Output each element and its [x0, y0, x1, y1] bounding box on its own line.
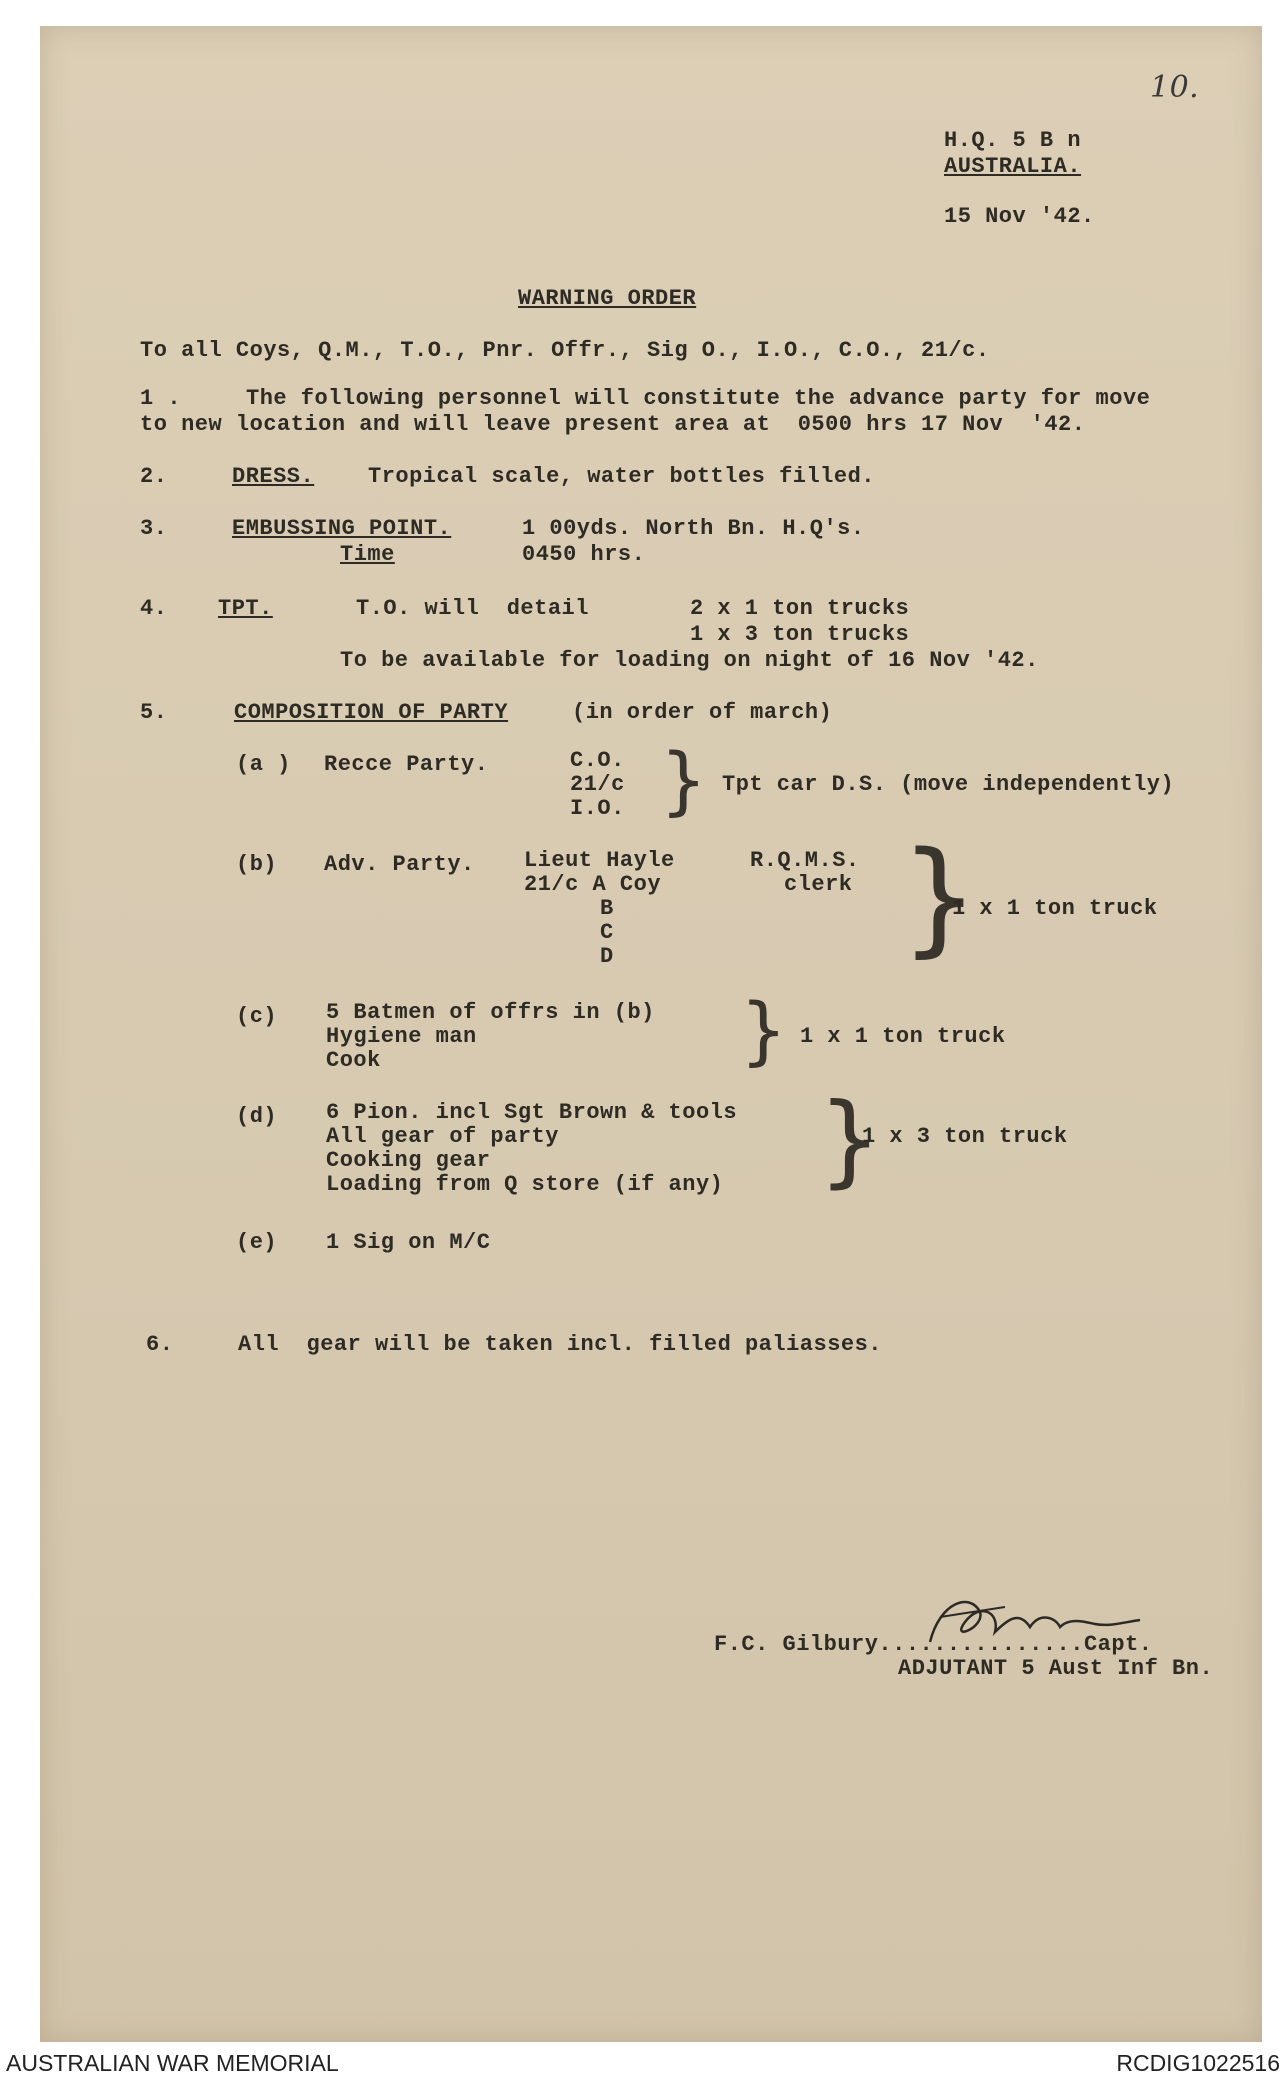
party-e-text: 1 Sig on M/C	[326, 1230, 491, 1255]
para-2-heading: DRESS.	[232, 464, 315, 489]
party-b-transport: 1 x 1 ton truck	[952, 896, 1158, 921]
party-a-brace: }	[660, 738, 708, 824]
para-1-line2: to new location and will leave present area at 0500 hrs 17 Nov '42.	[140, 412, 1086, 437]
party-a-transport: Tpt car D.S. (move independently)	[722, 772, 1175, 797]
para-5-heading: COMPOSITION OF PARTY	[234, 700, 509, 725]
party-c-transport: 1 x 1 ton truck	[800, 1024, 1006, 1049]
para-4-trucks-2: 1 x 3 ton trucks	[690, 622, 910, 647]
para-1-number: 1 .	[140, 386, 182, 411]
party-a-member-3: I.O.	[570, 796, 625, 821]
party-b-member-3: B	[600, 896, 614, 921]
party-e-label: (e)	[236, 1230, 278, 1255]
para-2-text: Tropical scale, water bottles filled.	[368, 464, 875, 489]
para-3-subheading: Time	[340, 542, 395, 567]
signature-title: ADJUTANT 5 Aust Inf Bn.	[898, 1656, 1214, 1681]
party-d-member-4: Loading from Q store (if any)	[326, 1172, 724, 1197]
party-b-member-5: D	[600, 944, 614, 969]
signature-line: F.C. Gilbury...............Capt.	[714, 1632, 1153, 1657]
party-d-label: (d)	[236, 1104, 278, 1129]
page-title: WARNING ORDER	[518, 286, 697, 311]
header-location: AUSTRALIA.	[944, 154, 1082, 179]
document-page	[40, 26, 1262, 2042]
distribution-line: To all Coys, Q.M., T.O., Pnr. Offr., Sig O., I.O., C.O., 21/c.	[140, 338, 990, 363]
para-6-number: 6.	[146, 1332, 174, 1357]
party-b-name: Adv. Party.	[324, 852, 475, 877]
party-b-member-4: C	[600, 920, 614, 945]
party-a-label: (a )	[236, 752, 291, 777]
party-a-member-1: C.O.	[570, 748, 625, 773]
party-b-member-1: Lieut Hayle	[524, 848, 675, 873]
party-c-member-2: Hygiene man	[326, 1024, 477, 1049]
para-3-number: 3.	[140, 516, 168, 541]
para-4-line2: To be available for loading on night of 16 Nov '42.	[340, 648, 1039, 673]
para-4-heading: TPT.	[218, 596, 273, 621]
party-b-clerk: clerk	[784, 872, 853, 897]
party-d-member-1: 6 Pion. incl Sgt Brown & tools	[326, 1100, 738, 1125]
party-d-transport: 1 x 3 ton truck	[862, 1124, 1068, 1149]
party-c-label: (c)	[236, 1004, 278, 1029]
para-3-heading: EMBUSSING POINT.	[232, 516, 452, 541]
party-b-label: (b)	[236, 852, 278, 877]
footer-source: AUSTRALIAN WAR MEMORIAL	[6, 2050, 339, 2076]
party-d-member-2: All gear of party	[326, 1124, 559, 1149]
party-b-rqms: R.Q.M.S.	[750, 848, 860, 873]
party-b-member-2: 21/c A Coy	[524, 872, 662, 897]
party-d-member-3: Cooking gear	[326, 1148, 491, 1173]
para-3-text1: 1 00yds. North Bn. H.Q's.	[522, 516, 865, 541]
para-5-number: 5.	[140, 700, 168, 725]
para-2-number: 2.	[140, 464, 168, 489]
para-3-text2: 0450 hrs.	[522, 542, 646, 567]
para-4-trucks-1: 2 x 1 ton trucks	[690, 596, 910, 621]
party-a-name: Recce Party.	[324, 752, 489, 777]
para-4-number: 4.	[140, 596, 168, 621]
party-c-member-3: Cook	[326, 1048, 381, 1073]
para-5-note: (in order of march)	[572, 700, 833, 725]
party-b-brace: }	[900, 826, 979, 970]
party-c-brace: }	[740, 988, 788, 1074]
party-c-member-1: 5 Batmen of offrs in (b)	[326, 1000, 655, 1025]
para-1-line1: The following personnel will constitute the advance party for move	[246, 386, 1151, 411]
footer-id: RCDIG1022516	[1116, 2050, 1280, 2076]
header-date: 15 Nov '42.	[944, 204, 1095, 229]
header-unit: H.Q. 5 B n	[944, 128, 1082, 153]
para-4-text: T.O. will detail	[356, 596, 589, 621]
party-d-brace: }	[818, 1081, 882, 1198]
party-a-member-2: 21/c	[570, 772, 625, 797]
para-6-text: All gear will be taken incl. filled paliasses.	[238, 1332, 883, 1357]
archive-number: 10.	[1150, 70, 1200, 105]
